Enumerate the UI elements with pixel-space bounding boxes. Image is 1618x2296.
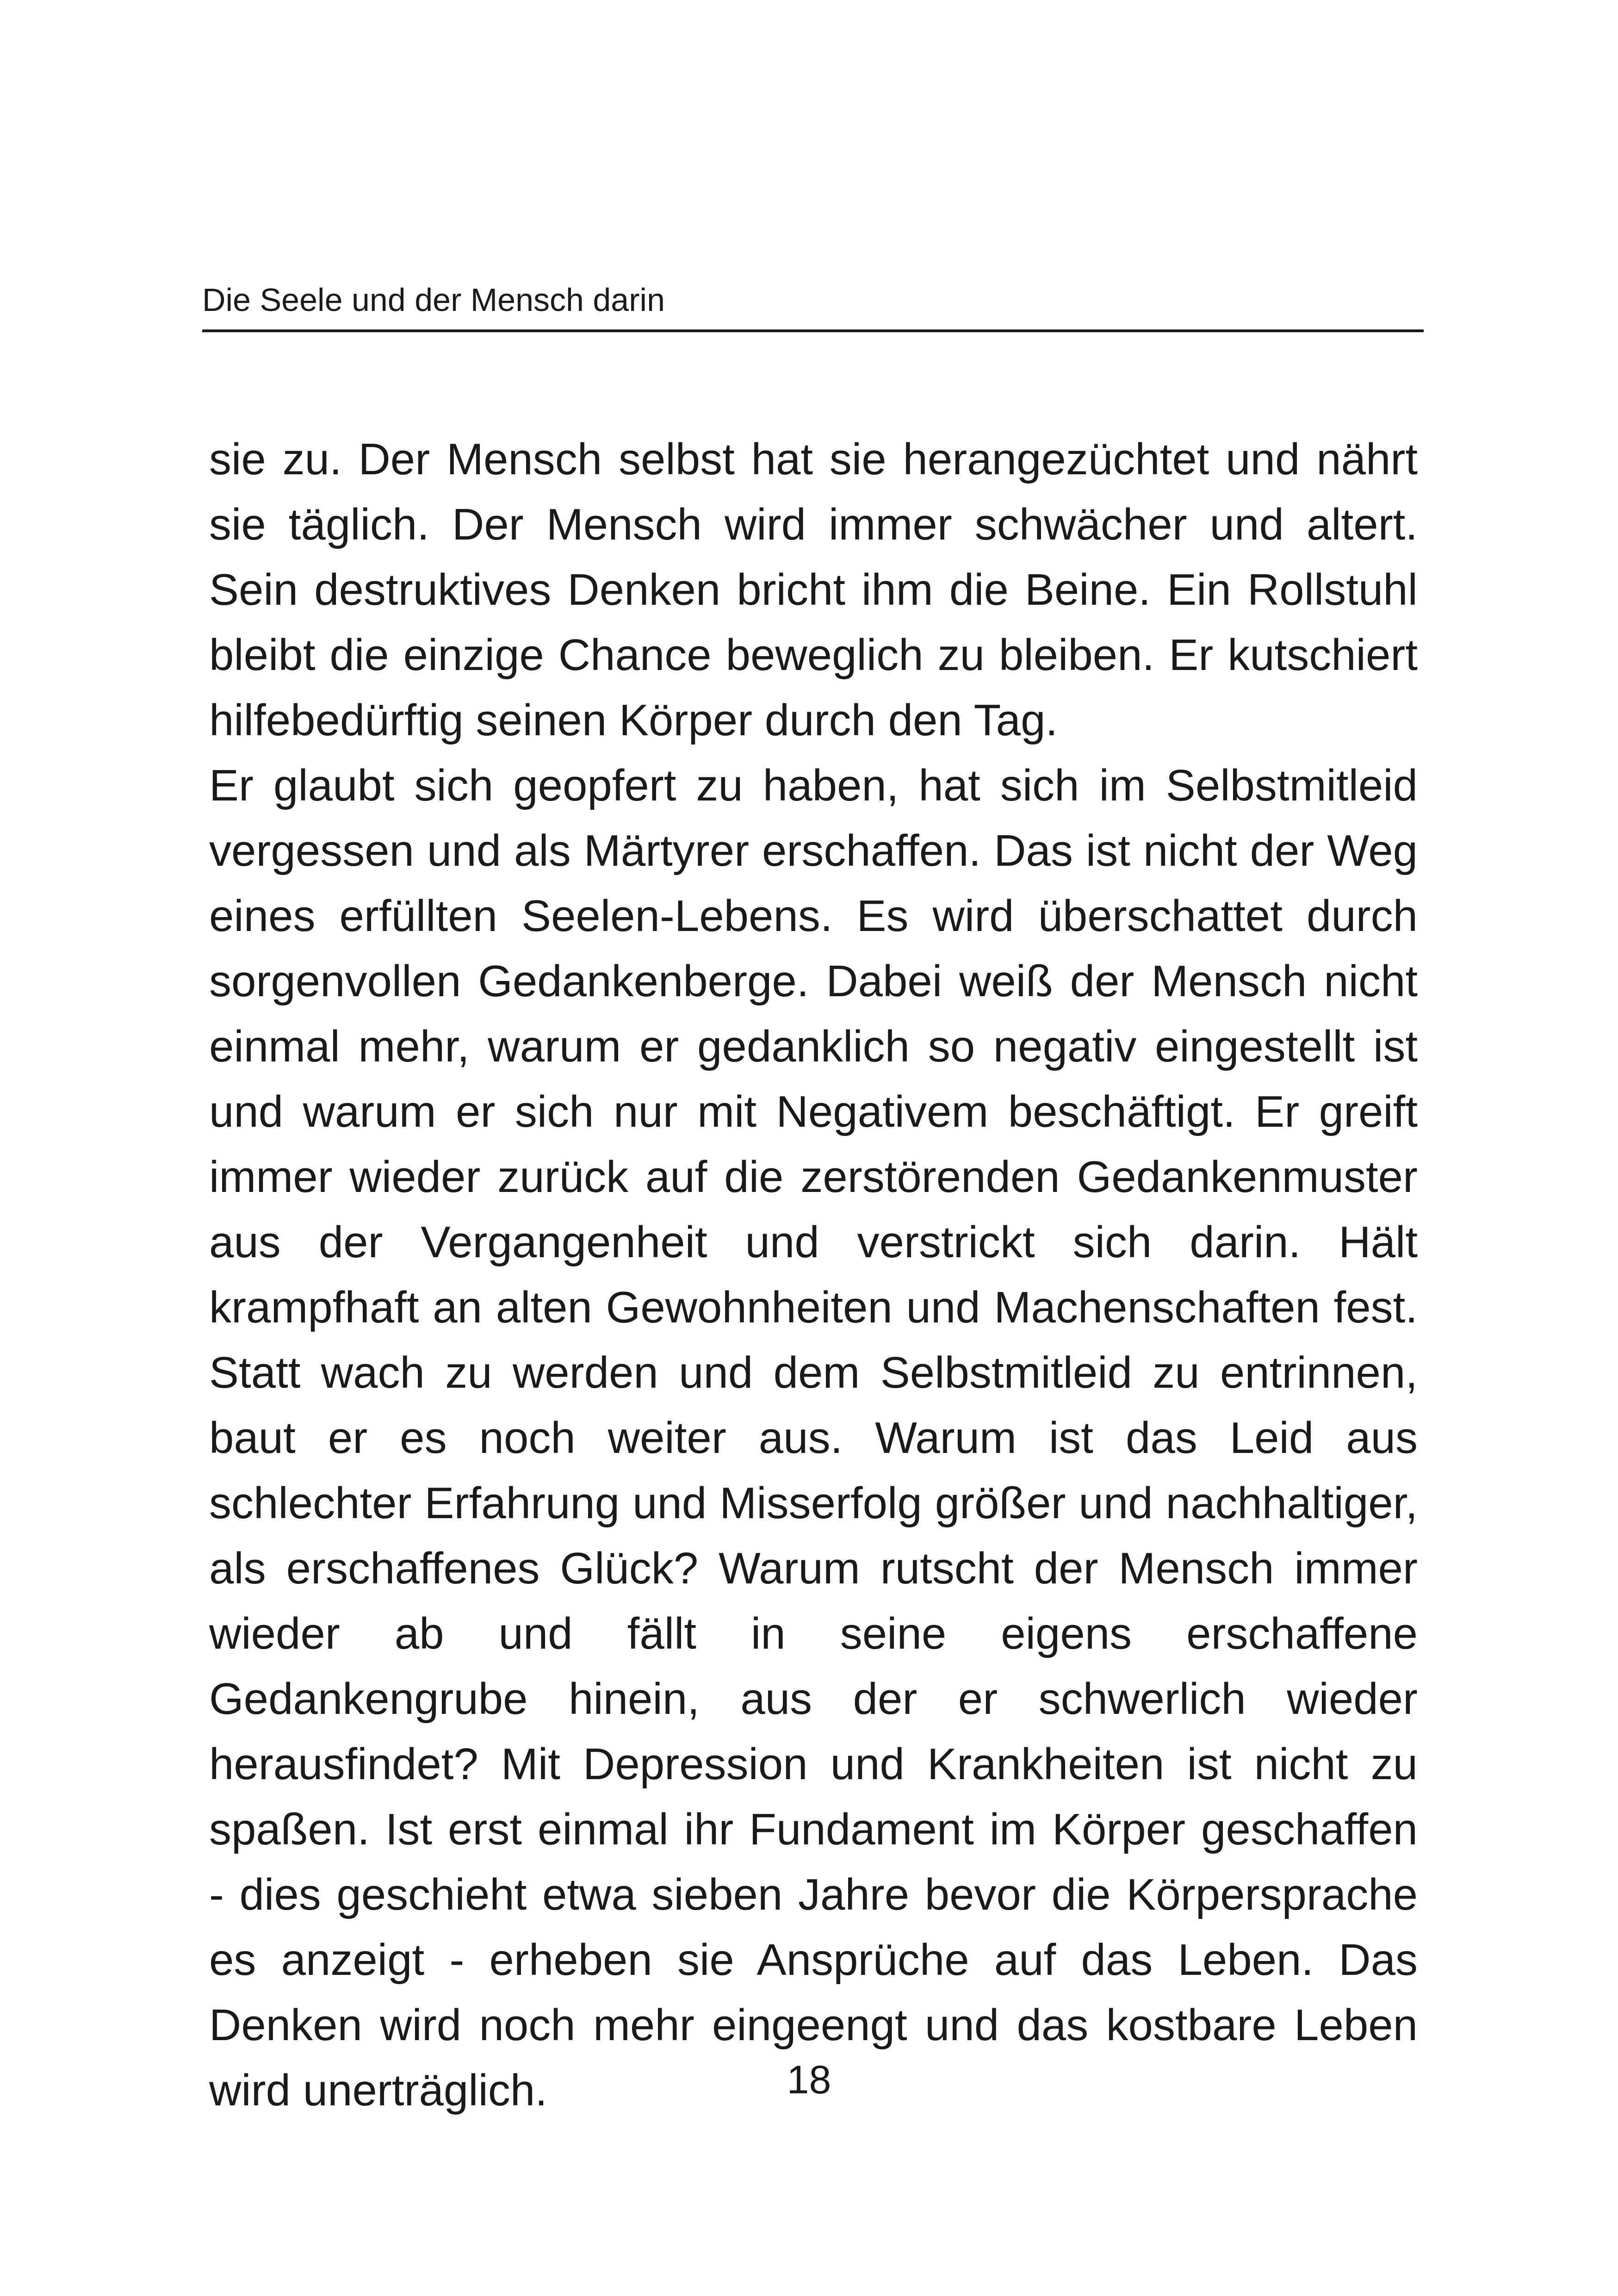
page-number: 18 xyxy=(787,2058,831,2102)
header-divider xyxy=(202,329,1424,332)
running-header: Die Seele und der Mensch darin xyxy=(202,282,665,318)
paragraph-1: sie zu. Der Mensch selbst hat sie herangezüchtet und nährt sie täglich. Der Mensch wird immer schwächer und altert. Sein destruktives Denken bricht ihm die Beine. Ein Rollstuhl bleibt die einzige Chance beweglich zu bleiben. Er kutschiert hilfebedürftig seinen Körper durch den Tag. xyxy=(209,434,1418,745)
body-text xyxy=(209,427,1418,2123)
paragraph-2: Er glaubt sich geopfert zu haben, hat sich im Selbstmitleid vergessen und als Märtyrer erschaffen. Das ist nicht der Weg eines erfüllten Seelen-Lebens. Es wird überschattet durch sorgenvollen Gedankenberge. Dabei weiß der Mensch nicht einmal mehr, warum er gedanklich so negativ eingestellt ist und warum er sich nur mit Negativem beschäftigt. Er greift immer wieder zurück auf die zerstörenden Gedankenmuster aus der Vergangenheit und verstrickt sich darin. Hält krampfhaft an alten Gewohnheiten und Machenschaften fest. Statt wach zu werden und dem Selbstmitleid zu entrinnen, baut er es noch weiter aus. Warum ist das Leid aus schlechter Erfahrung und Misserfolg größer und nachhaltiger, als erschaffenes Glück? Warum rutscht der Mensch immer wieder ab und fällt in seine eigens erschaffene Gedankengrube hinein, aus der er schwerlich wieder herausfindet? Mit Depression und Krankheiten ist nicht zu spaßen. Ist erst einmal ihr Fundament im Körper geschaffen - dies geschieht etwa sieben Jahre bevor die Körpersprache es anzeigt - erheben sie Ansprüche auf das Leben. Das Denken wird noch mehr eingeengt und das kostbare Leben wird unerträglich. xyxy=(209,761,1418,2115)
